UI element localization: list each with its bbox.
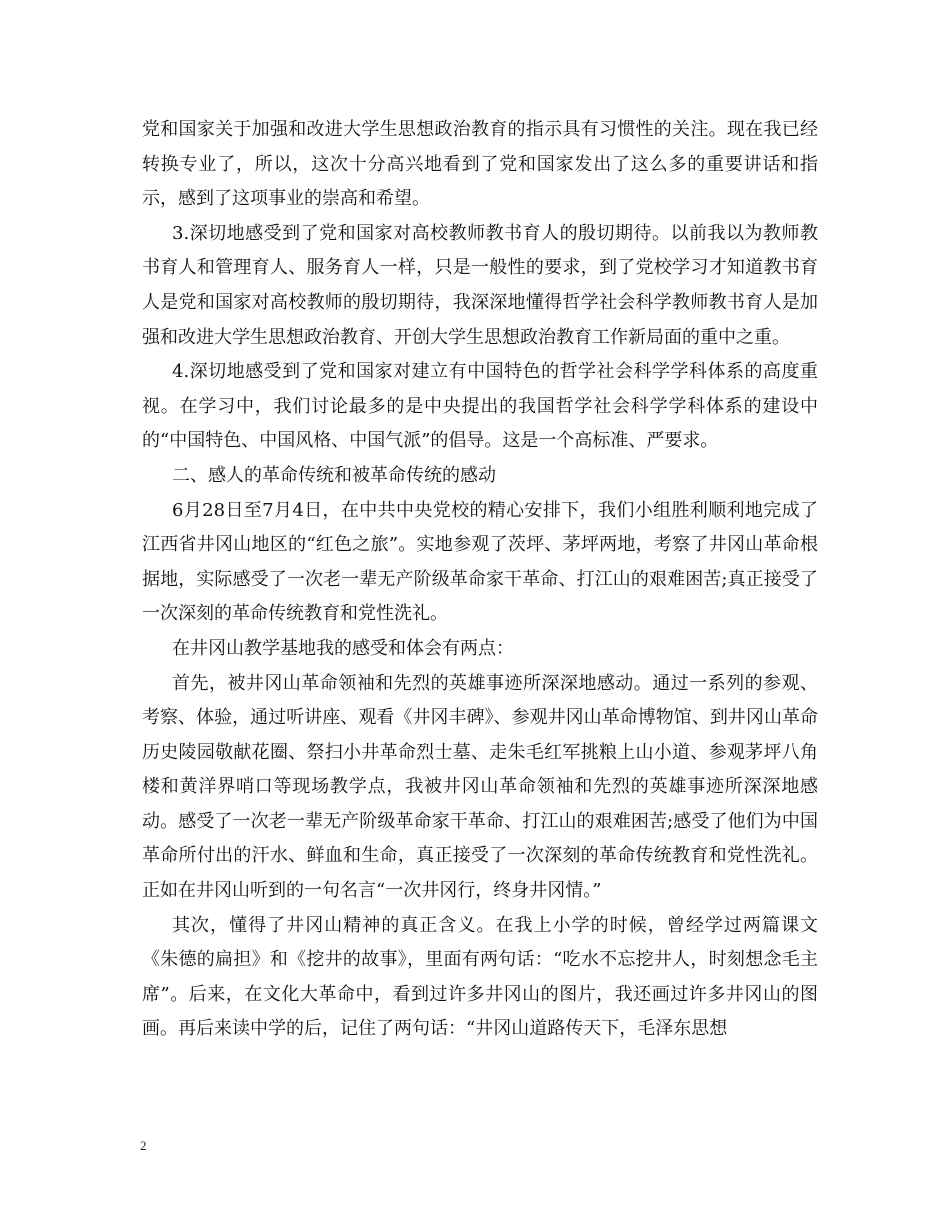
paragraph-point-3: 3.深切地感受到了党和国家对高校教师教书育人的殷切期待。以前我以为教师教书育人和管理育人、服务育人一样，只是一般性的要求，到了党校学习才知道教书育人是党和国家对高校教师的殷切期待，我深深地懂得哲学社会科学教师教书育人是加强和改进大学生思想政治教育、开创大学生思想政治教育工作新局面的重中之重。 (142, 222, 818, 348)
paragraph-continuation: 党和国家关于加强和改进大学生思想政治教育的指示具有习惯性的关注。现在我已经转换专业了，所以，这次十分高兴地看到了党和国家发出了这么多的重要讲话和指示，感到了这项事业的崇高和希望。 (142, 119, 818, 210)
section-heading: 二、感人的革命传统和被革命传统的感动 (172, 464, 496, 486)
body-text (142, 113, 818, 1047)
page-number: 2 (140, 1138, 147, 1153)
paragraph-red-tour: 6月28日至7月4日，在中共中央党校的精心安排下，我们小组胜利顺利地完成了江西省井冈山地区的“红色之旅”。实地参观了茨坪、茅坪两地，考察了井冈山革命根据地，实际感受了一次老一辈无产阶级革命家干革命、打江山的艰难困苦;真正接受了一次深刻的革命传统教育和党性洗礼。 (142, 499, 818, 625)
paragraph-two-points: 在井冈山教学基地我的感受和体会有两点： (172, 637, 514, 659)
paragraph-second-point: 其次，懂得了井冈山精神的真正含义。在我上小学的时候，曾经学过两篇课文《朱德的扁担》和《挖井的故事》，里面有两句话：“吃水不忘挖井人，时刻想念毛主席”。后来，在文化大革命中，看到过许多井冈山的图片，我还画过许多井冈山的图画。再后来读中学的后，记住了两句话：“井冈山道路传天下，毛泽东思想 (142, 914, 818, 1040)
paragraph-first-point: 首先，被井冈山革命领袖和先烈的英雄事迹所深深地感动。通过一系列的参观、考察、体验，通过听讲座、观看《井冈丰碑》、参观井冈山革命博物馆、到井冈山革命历史陵园敬献花圈、祭扫小井革命烈士墓、走朱毛红军挑粮上山小道、参观茅坪八角楼和黄洋界哨口等现场教学点，我被井冈山革命领袖和先烈的英雄事迹所深深地感动。感受了一次老一辈无产阶级革命家干革命、打江山的艰难困苦;感受了他们为中国革命所付出的汗水、鲜血和生命，真正接受了一次深刻的革命传统教育和党性洗礼。正如在井冈山听到的一句名言“一次井冈行，终身井冈情。” (142, 672, 818, 902)
paragraph-point-4: 4.深切地感受到了党和国家对建立有中国特色的哲学社会科学学科体系的高度重视。在学习中，我们讨论最多的是中央提出的我国哲学社会科学学科体系的建设中的“中国特色、中国风格、中国气派”的倡导。这是一个高标准、严要求。 (142, 361, 818, 452)
